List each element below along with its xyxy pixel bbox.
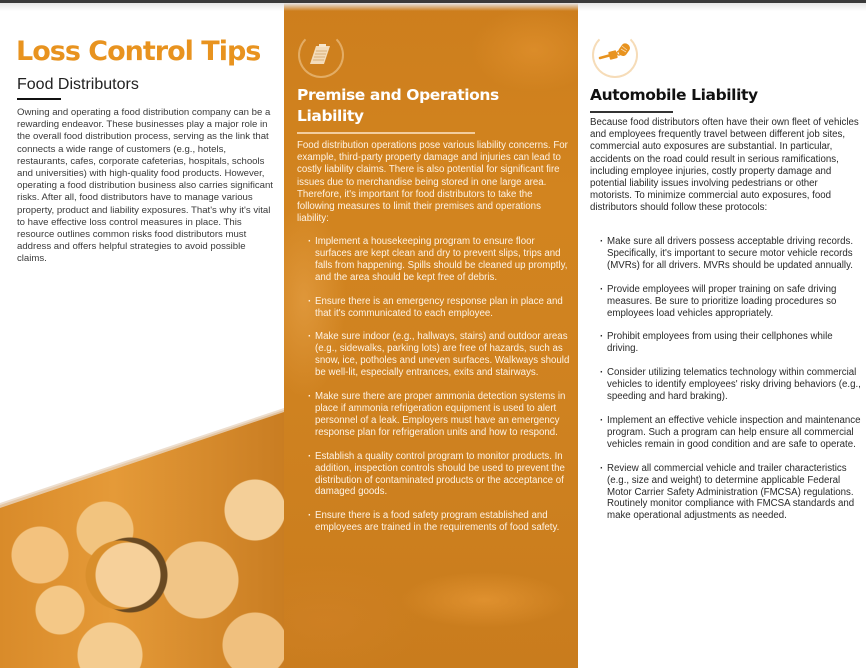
list-item: · Implement a housekeeping program to ensure floor surfaces are kept clean and dry to prevent slips, trips and falls from happening. Spills should be cleaned up promptly, and the area should be kept free of debris. — [308, 236, 570, 284]
intro-paragraph: Owning and operating a food distribution company can be a rewarding endeavor. These businesses play a major role in the overall food distribution process, serving as the link that connects a wide range of customers (e.g., hotels, restaurants, cafes, corporate cafeterias, hospitals, schools and universities) with high-quality food products. However, operating a food distribution business also carries significant risks. After all, food distributors have to manage various property, product and liability exposures. That's why it's vital to have effective loss control measures in place. This resource outlines common risks food distributors must address and offers helpful strategies to avoid possible claims. — [17, 107, 273, 265]
list-item: · Make sure indoor (e.g., hallways, stairs) and outdoor areas (e.g., sidewalks, parking lots) are free of hazards, such as snow, ice, potholes and uneven surfaces. Walkways should be well-lit, especially entrances, exits and stairways. — [308, 331, 570, 379]
section-divider — [297, 132, 475, 134]
intro-column — [0, 0, 284, 668]
list-item: · Review all commercial vehicle and trailer characteristics (e.g., size and weight) to determine applicable Federal Motor Carrier Safety Administration (FMCSA) regulations. Routinely monitor compliance with FMCSA standards and make operational adjustments as needed. — [600, 463, 862, 523]
section-divider — [590, 111, 673, 113]
premises-column — [284, 0, 578, 668]
section-heading: Automobile Liability — [590, 86, 758, 104]
top-shadow — [0, 3, 866, 11]
list-item: · Provide employees will proper training on safe driving measures. Be sure to prioritize loading procedures so employees load vehicles appropriately. — [600, 284, 862, 320]
list-item: · Establish a quality control program to monitor products. In addition, inspection controls should be used to prevent the distribution of contaminated products or the acceptance of damaged goods. — [308, 451, 570, 499]
list-item: · Make sure all drivers possess acceptable driving records. Specifically, it's important to secure motor vehicle records (MVRs) for all drivers. MVRs should be updated annually. — [600, 236, 862, 272]
page-title: Loss Control Tips — [16, 36, 261, 67]
clipboard-icon — [308, 42, 334, 68]
list-item: · Ensure there is an emergency response plan in place and that it's communicated to each employee. — [308, 296, 570, 320]
car-key-icon — [597, 40, 633, 66]
list-item: · Implement an effective vehicle inspection and maintenance program. Such a program can help ensure all commercial vehicles remain in good condition and are safe to operate. — [600, 415, 862, 451]
subtitle-divider — [17, 98, 61, 100]
list-item: · Consider utilizing telematics technology within commercial vehicles to identify employees' risky driving behaviors (e.g., speeding and hard braking). — [600, 367, 862, 403]
section-intro: Because food distributors often have their own fleet of vehicles and employees frequently travel between different job sites, commercial auto exposures are substantial. In particular, accidents on the road could result in serious ramifications, including employee injuries, costly property damage and potential liability issues involving pedestrians or other motorists. To minimize commercial auto exposures, food distributors should follow these protocols: — [590, 117, 859, 214]
section-intro: Food distribution operations pose various liability concerns. For example, third-party property damage and injuries can lead to costly liability claims. There is also potential for significant fire issues due to merchandise being stored in one large area. Therefore, it's important for food distributors to take the following measures to limit their premises and operations liability: — [297, 140, 568, 225]
list-item: · Make sure there are proper ammonia detection systems in place if ammonia refrigeration equipment is used to alert personnel of a leak. Employers must have an emergency response plan for refrigeration units and how to respond. — [308, 391, 570, 439]
premises-measures-list — [308, 236, 570, 546]
top-border — [0, 0, 866, 3]
automobile-column — [578, 0, 866, 668]
automobile-protocols-list — [600, 236, 862, 534]
list-item: · Ensure there is a food safety program established and employees are trained in the requirements of food safety. — [308, 510, 570, 534]
page-subtitle: Food Distributors — [17, 76, 139, 93]
list-item: · Prohibit employees from using their cellphones while driving. — [600, 331, 862, 355]
food-table-photo — [0, 405, 284, 668]
section-heading: Premise and Operations Liability — [297, 86, 499, 125]
